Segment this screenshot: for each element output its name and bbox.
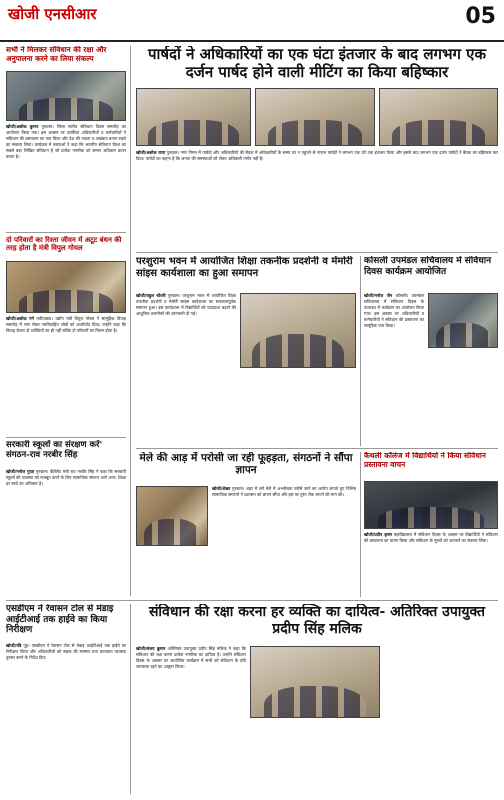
college-photo	[364, 481, 498, 529]
divider	[6, 600, 498, 601]
college-text: महाविद्यालय में संविधान दिवस के अवसर पर विद्यार्थियों ने संविधान की प्रस्तावना का वाचन किया और संविधान के मूल्यों को अपनाने का संकल्प लिया।	[364, 532, 498, 543]
divider	[136, 448, 498, 449]
bottom-main-headline: संविधान की रक्षा करना हर व्यक्ति का दायित्व- अतिरिक्त उपायुक्त प्रदीप सिंह मलिक	[148, 604, 486, 637]
mela-body	[212, 486, 356, 596]
left-mid-headline: दो परिवारों का रिश्ता जीवन में अटूट बंधन की तरह होता है मंत्री विपुल गोयल	[6, 236, 122, 253]
main-photo-3	[379, 88, 498, 146]
mela-photo	[136, 486, 208, 546]
main-text: गुरुग्राम। नगर निगम में पार्षदों और अधिकारियों की बैठक में अधिकारियों के समय पर न पहुंचने से नाराज पार्षदों ने लगभग एक घंटे तक इंतजार किया और इसके बाद लगभग एक दर्जन पार्षदों ने बैठक का बहिष्कार कर दिया। पार्षदों का कहना है कि जनता की समस्याओं को लेकर अधिकारी गंभीर नहीं हैं।	[136, 150, 498, 161]
main-photo-1	[136, 88, 251, 146]
college-byline: खोजी/प्रदीप कृष्ण	[364, 532, 392, 537]
center-byline: खोजी/राहुल चौधरी	[136, 293, 166, 298]
masthead	[0, 0, 504, 42]
left-low-body	[6, 469, 126, 587]
mela-byline: खोजी/शेखर	[212, 486, 231, 491]
bottom-left-body	[6, 643, 126, 793]
right-mid-text: कोसली। उपमंडल सचिवालय में संविधान दिवस के उपलक्ष्य में कार्यक्रम का आयोजन किया गया। इस अवसर पर अधिकारियों व कर्मचारियों ने संविधान की प्रस्तावना का सामूहिक पाठ किया।	[364, 293, 424, 328]
center-text: गुरुग्राम। परशुराम भवन में आयोजित शिक्षा तकनीक प्रदर्शनी व मेमोरी साइंस कार्यशाला का सफलतापूर्वक समापन हुआ। इस कार्यशाला में विद्यार्थियों को याददाश्त बढ़ाने की आधुनिक तकनीकों की जानकारी दी गई।	[136, 293, 236, 316]
left-mid-text: फरीदाबाद। उद्योग मंत्री विपुल गोयल ने सामूहिक विवाह समारोह में भाग लेकर नवविवाहित जोड़ों को आशीर्वाद दिया। उन्होंने कहा कि विवाह केवल दो व्यक्तियों का ही नहीं बल्कि दो परिवारों का मिलन होता है।	[6, 316, 126, 333]
center-body-cont	[240, 372, 356, 442]
left-mid-photo	[6, 261, 126, 313]
bottom-main-body-cont-2	[384, 646, 498, 794]
bottom-main-body-cont	[250, 722, 380, 794]
main-photo-2	[255, 88, 375, 146]
left-top-body	[6, 124, 126, 224]
left-top-text: गुरुग्राम। जिला स्तरीय संविधान दिवस समारोह का आयोजन किया गया। इस अवसर पर उपस्थित अधिकारियों व कर्मचारियों ने संविधान की प्रस्तावना का पाठ किया और देश की एकता व अखंडता बनाए रखने का संकल्प लिया। कार्यक्रम में वक्ताओं ने कहा कि भारतीय संविधान विश्व का सबसे बड़ा लिखित संविधान है जो प्रत्येक नागरिक को समान अधिकार प्रदान करता है।	[6, 124, 126, 159]
left-top-photo	[6, 71, 126, 121]
main-body	[136, 150, 498, 246]
right-mid-body-cont	[428, 352, 498, 442]
mela-headline: मेले की आड़ में परोसी जा रही फूहड़ता, संगठनों ने सौंपा ज्ञापन	[139, 452, 353, 477]
right-mid-photo	[428, 293, 498, 348]
column-rule	[360, 256, 361, 446]
college-body	[364, 532, 498, 596]
column-rule	[130, 604, 131, 794]
bottom-left-byline: खोजी/रवि	[6, 643, 22, 648]
left-low-text: गुरुग्राम। कैबिनेट मंत्री राव नरबीर सिंह ने कहा कि सरकारी स्कूलों की व्यवस्था को मजबूत करने के लिए सामाजिक संगठन आगे आएं। शिक्षा हर बच्चे का अधिकार है।	[6, 469, 126, 486]
center-headline: परशुराम भवन में आयोजित शिक्षा तकनीक प्रदर्शनी व मेंमोरी सांइस कार्यशाला का हुआ समापन	[136, 256, 353, 279]
left-top-byline: खोजी/अशोक कुमार	[6, 124, 39, 129]
college-headline: कैथली कॉलेज में विद्यार्थियों ने किया संविधान प्रस्तावना वाचन	[364, 452, 486, 469]
bottom-main-body	[136, 646, 246, 794]
main-byline: खोजी/अशोक राणा	[136, 150, 166, 155]
center-body	[136, 293, 236, 441]
page-number: 05	[465, 4, 496, 29]
bottom-left-text: नूंह। एसडीएम ने रेवासन टोल से मंडाइ आईटीआई तक हाईवे का निरीक्षण किया और अधिकारियों को सड़क की मरम्मत तथा यातायात व्यवस्था दुरुस्त करने के निर्देश दिए।	[6, 643, 126, 660]
divider	[136, 252, 498, 253]
main-headline: पार्षदों ने अधिकारियों का एक घंटा इंतजार के बाद लगभग एक दर्जन पार्षद होने वाली मीटिंग का किया बहिष्कार	[147, 46, 486, 81]
divider	[6, 437, 126, 438]
newspaper-brand: खोजी एनसीआर	[8, 5, 97, 23]
left-low-byline: खोजी/मनोज गुप्ता	[6, 469, 35, 474]
right-mid-body	[364, 293, 424, 443]
column-rule	[130, 46, 131, 596]
right-mid-headline: कोसली उपमंडल सचिवालय में संविधान दिवस कार्यक्रम आयोजित	[364, 256, 492, 277]
divider	[6, 232, 126, 233]
bottom-left-headline: एसडीएम ने रेवासन टोल से मंडाइ आईटीआई तक हाईवे का किया निरीक्षण	[6, 604, 114, 636]
left-mid-body	[6, 316, 126, 434]
mela-text: गुरुग्राम। शहर में लगे मेले में अश्लीलता परोसे जाने का आरोप लगाते हुए विभिन्न सामाजिक संगठनों ने प्रशासन को ज्ञापन सौंपा और इस पर तुरंत रोक लगाने की मांग की।	[212, 486, 356, 497]
bottom-main-byline: खोजी/संजय कुमार	[136, 646, 166, 651]
left-top-headline: सभी ने मिलकर संविधान की रक्षा और अनुपालना करने का लिया संकल्प	[6, 46, 107, 63]
right-mid-byline: खोजी/मनोज जैन	[364, 293, 393, 298]
left-low-headline: सरकारी स्कूलों का संरक्षण करें' संगठन-राव नरबीर सिंह	[6, 440, 103, 461]
bottom-main-photo	[250, 646, 380, 718]
left-mid-byline: खोजी/अशोक गर्ग	[6, 316, 34, 321]
center-photo	[240, 293, 356, 368]
bottom-main-text: अतिरिक्त उपायुक्त प्रदीप सिंह मलिक ने कहा कि संविधान की रक्षा करना प्रत्येक नागरिक का दायित्व है। उन्होंने संविधान दिवस के अवसर पर आयोजित कार्यक्रम में सभी को संविधान के प्रति जागरूक रहने का आह्वान किया।	[136, 646, 246, 669]
column-rule	[360, 452, 361, 597]
